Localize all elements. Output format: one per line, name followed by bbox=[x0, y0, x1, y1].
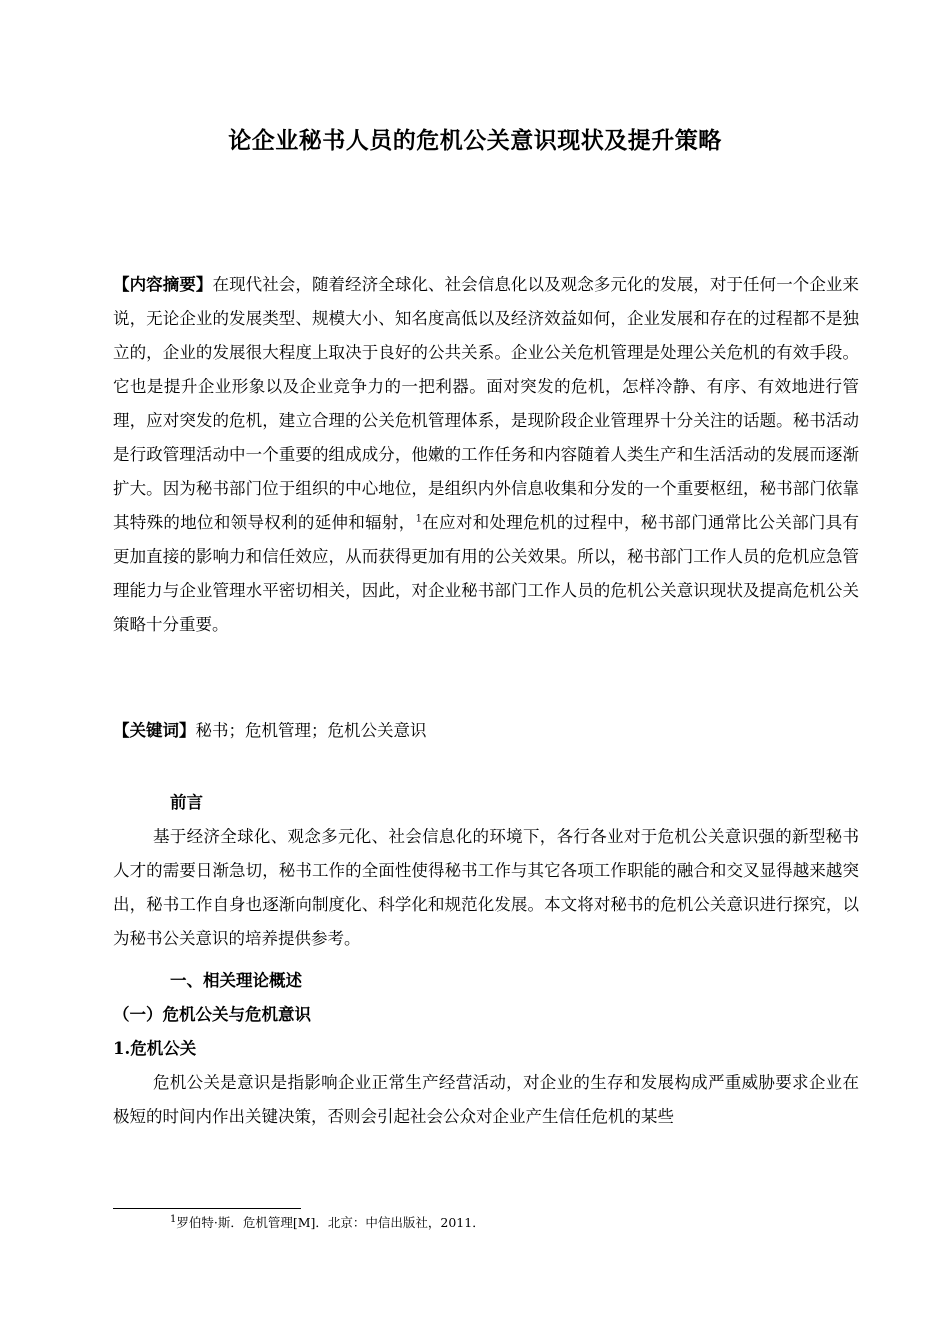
footnote-reference[interactable]: 1 bbox=[415, 513, 422, 525]
abstract-label: 【内容摘要】 bbox=[113, 275, 213, 294]
crisis-pr-paragraph: 危机公关是意识是指影响企业正常生产经营活动，对企业的生存和发展构成严重威胁要求企业在极短的时间内作出关键决策，否则会引起社会公众对企业产生信任危机的某些 bbox=[113, 1073, 859, 1126]
subsection-heading-1: （一）危机公关与危机意识 bbox=[113, 1005, 311, 1024]
footnote-text: 罗伯特·斯．危机管理[M]．北京：中信出版社，2011． bbox=[176, 1215, 485, 1230]
section-heading-1: 一、相关理论概述 bbox=[170, 971, 302, 990]
paper-title: 论企业秘书人员的危机公关意识现状及提升策略 bbox=[228, 127, 722, 154]
keywords-label: 【关键词】 bbox=[113, 721, 196, 740]
keywords-line bbox=[113, 714, 859, 748]
abstract-text-part1: 在现代社会，随着经济全球化、社会信息化以及观念多元化的发展，对于任何一个企业来说，无论企业的发展类型、规模大小、知名度高低以及经济效益如何，企业发展和存在的过程都不是独立的，企业的发展很大程度上取决于良好的公共关系。企业公关危机管理是处理公关危机的有效手段。它也是提升企业形象以及企业竞争力的一把利器。面对突发的危机，怎样冷静、有序、有效地进行管理，应对突发的危机，建立合理的公关危机管理体系，是现阶段企业管理界十分关注的话题。秘书活动是行政管理活动中一个重要的组成成分，他嫩的工作任务和内容随着人类生产和生活活动的发展而逐渐扩大。因为秘书部门位于组织的中心地位，是组织内外信息收集和分发的一个重要枢纽，秘书部门依靠其特殊的地位和领导权利的延伸和辐射， bbox=[113, 275, 860, 532]
preface-paragraph: 基于经济全球化、观念多元化、社会信息化的环境下，各行各业对于危机公关意识强的新型秘书人才的需要日渐急切，秘书工作的全面性使得秘书工作与其它各项工作职能的融合和交叉显得越来越突出，秘书工作自身也逐渐向制度化、科学化和规范化发展。本文将对秘书的危机公关意识进行探究，以为秘书公关意识的培养提供参考。 bbox=[113, 827, 859, 948]
footnote-mark: 1 bbox=[170, 1213, 177, 1225]
subsubsection-heading-1: 1.危机公关 bbox=[113, 1039, 197, 1058]
footnote bbox=[170, 1214, 485, 1232]
keywords-text: 秘书；危机管理；危机公关意识 bbox=[195, 721, 427, 740]
abstract-text-part2: 在应对和处理危机的过程中，秘书部门通常比公关部门具有更加直接的影响力和信任效应，从而获得更加有用的公关效果。所以，秘书部门工作人员的危机应急管理能力与企业管理水平密切相关，因此，对企业秘书部门工作人员的危机公关意识现状及提高危机公关策略十分重要。 bbox=[113, 513, 860, 634]
abstract-paragraph bbox=[113, 268, 859, 642]
footnote-divider bbox=[113, 1208, 301, 1209]
preface-heading: 前言 bbox=[170, 793, 203, 812]
